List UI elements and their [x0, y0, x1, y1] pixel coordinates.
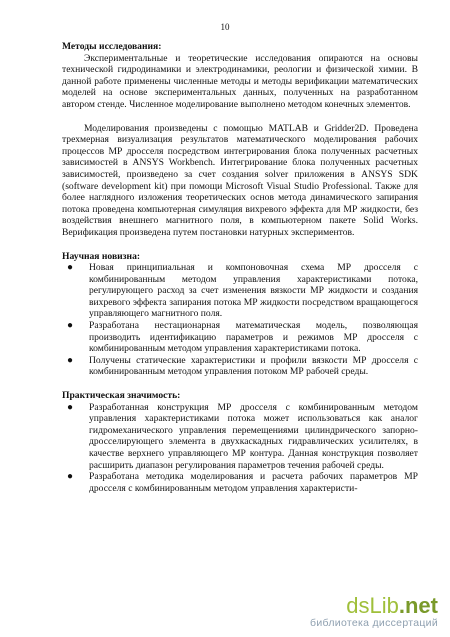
list-item	[62, 262, 418, 320]
list-item-text: Разработанная конструкция МР дросселя с комбинированным методом управления характеристиками потока может использоваться как аналог гидромеханического управления перемещениями цилиндрического запорно-дросселирующего элемента в двухкаскадных гидравлических усилителях, в качестве верхнего управляющего МР контура. Данная конструкция позволяет расширить диапазон регулирования параметров течения рабочей среды.	[89, 401, 418, 471]
list-item	[62, 320, 418, 355]
watermark-logo	[310, 595, 438, 617]
list-item-text: Получены статические характеристики и профили вязкости МР дросселя с комбинированным методом управления потоком МР рабочей среды.	[89, 354, 418, 378]
bullet-icon: ●	[67, 320, 74, 332]
list-item-text: Разработана нестационарная математическая модель, позволяющая производить идентификацию параметров и режимов МР дросселя с комбинированным методом управления характеристиками потока.	[89, 320, 418, 355]
list-item	[62, 471, 418, 494]
page-content	[62, 41, 418, 494]
methods-heading: Методы исследования:	[62, 41, 162, 52]
bullet-icon: ●	[67, 401, 74, 413]
bullet-icon: ●	[67, 471, 74, 483]
bullet-icon: ●	[67, 262, 74, 274]
watermark	[310, 595, 438, 629]
methods-paragraph-2: Моделирования произведены с помощью MATLAB и Gridder2D. Проведена трехмерная визуализация результатов математического моделирования рабочих процессов МР дросселя посредством интегрирования блока полученных расчетных зависимостей в ANSYS Workbench. Интегрирование блока полученных расчетных зависимостей, произведено за счет создания solver приложения в ANSYS SDK (software development kit) при помощи Microsoft Visual Studio Professional. Также для более наглядного изложения теоретических основ метода динамического запирания потока проведена компьютерная симуляция вихревого эффекта для МР жидкости, без воздействия внешнего магнитного поля, в компьютерном пакете Solid Works. Верификация произведена путем постановки натурных экспериментов.	[62, 122, 418, 238]
watermark-logo-prefix: dsLib	[346, 593, 399, 618]
novelty-heading: Научная новизна:	[62, 250, 141, 262]
methods-paragraph-1: Экспериментальные и теоретические исследования опираются на основы технической гидродинамики и электродинамики, реологии и физической химии. В данной работе применены численные методы и методы верификации математических моделей на основе экспериментальных данных, полученных на разработанном автором стенде. Численное моделирование выполнено методом конечных элементов.	[62, 52, 418, 110]
list-item-text: Новая принципиальная и компоновочная схема МР дросселя с комбинированным методом управления характеристиками потока, регулирующего расход за счет изменения вязкости МР жидкости и создания вихревого эффекта запирания потока МР жидкости посредством вращающегося управляющего магнитного поля.	[89, 262, 418, 320]
bullet-icon: ●	[67, 354, 74, 366]
practical-list	[62, 402, 418, 495]
list-item-text: Разработана методика моделирования и расчета рабочих параметров МР дросселя с комбинированным методом управления характеристи-	[89, 471, 418, 494]
list-item	[62, 402, 418, 472]
novelty-list	[62, 262, 418, 378]
watermark-logo-suffix: .net	[398, 593, 438, 618]
page-number: 10	[220, 22, 230, 32]
practical-heading: Практическая значимость:	[62, 390, 181, 402]
watermark-subtitle: библиотека диссертаций	[310, 617, 438, 629]
list-item	[62, 355, 418, 378]
